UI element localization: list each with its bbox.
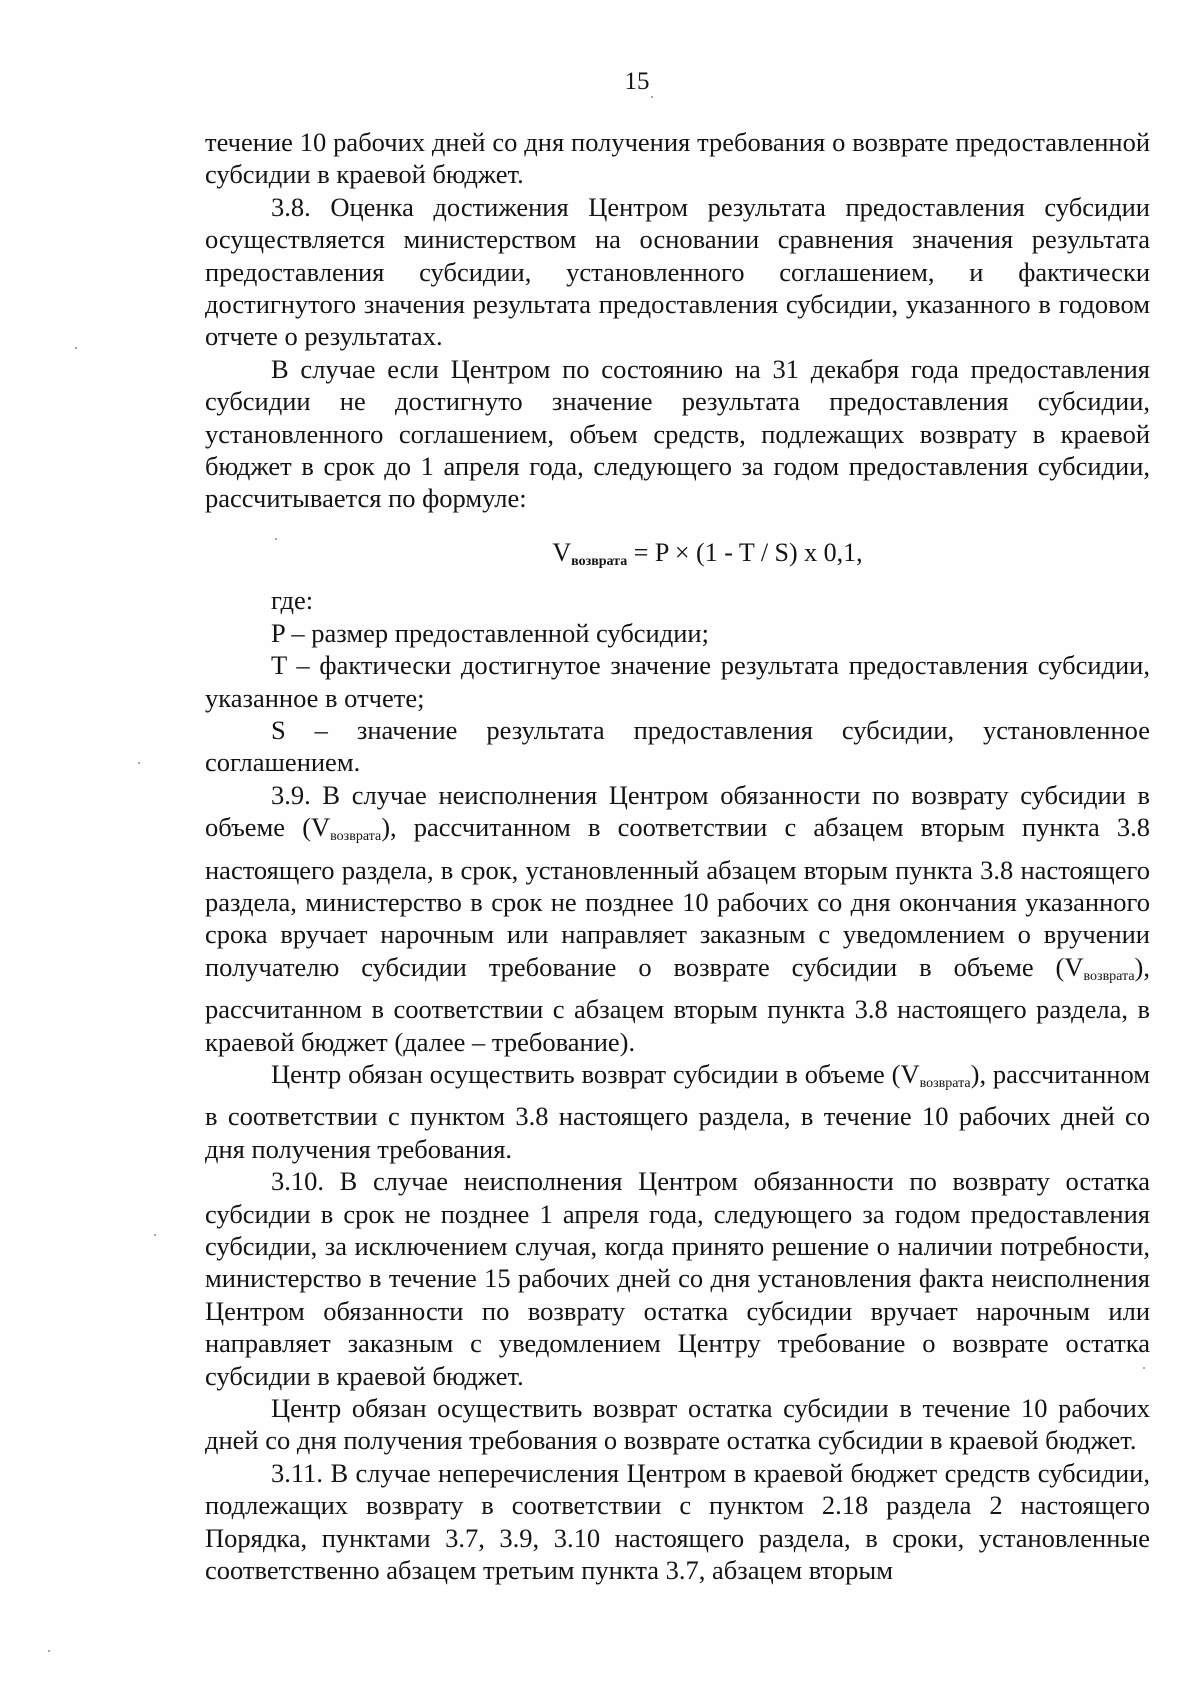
paragraph-3-9-part-a: 3.9. В случае неисполнения Центром обязанности по возврату субсидии в объеме (V — [205, 779, 1150, 843]
formula-expression: = P × (1 - T / S) x 0,1, — [627, 537, 863, 567]
scan-speck — [138, 762, 140, 764]
paragraph-3-9 — [205, 779, 1150, 1058]
scan-speck — [1143, 1367, 1145, 1369]
scan-speck — [651, 96, 653, 98]
formula-variable: V — [552, 537, 572, 567]
paragraph-3-9-second-part-b: ), рассчитанном в соответствии с пунктом 3.8 настоящего раздела, в течение 10 рабочих дней со дня получения требования. — [205, 1058, 1150, 1164]
scan-speck — [154, 1234, 156, 1236]
paragraph-3-10: 3.10. В случае неисполнения Центром обязанности по возврату остатка субсидии в срок не позднее 1 апреля года, следующего за годом предоставления субсидии, за исключением случая, когда принято решение о наличии потребности, министерство в течение 15 рабочих дней со дня установления факта неисполнения Центром обязанности по возврату остатка субсидии вручает нарочным или направляет заказным с уведомлением Центру требование о возврате остатка субсидии в краевой бюджет. — [205, 1166, 1150, 1391]
definition-s: S – значение результата предоставления субсидии, установленное соглашением. — [205, 714, 1150, 778]
subscript-vozvrata: возврата — [1083, 968, 1135, 984]
scan-speck — [48, 1650, 50, 1652]
paragraph-3-9-part-b: ), рассчитанном в соответствии с абзацем вторым пункта 3.8 настоящего раздела, в срок, установленный абзацем вторым пункта 3.8 настоящего раздела, министерство в срок не позднее 10 рабочих со дня окончания указанного срока вручает нарочным или направляет заказным с уведомлением о вручении получателю субсидии требование о возврате субсидии в объеме (V — [205, 812, 1150, 982]
document-body — [205, 126, 1150, 1586]
paragraph-3-9-second — [205, 1058, 1150, 1165]
definition-t: T – фактически достигнутое значение результата предоставления субсидии, указанное в отчете; — [205, 650, 1150, 713]
paragraph-3-8-second: В случае если Центром по состоянию на 31 декабря года предоставления субсидии не достигнуто значение результата предоставления субсидии, установленного соглашением, объем средств, подлежащих возврату в краевой бюджет в срок до 1 апреля года, следующего за годом предоставления субсидии, рассчитывается по формуле: — [205, 353, 1150, 514]
paragraph-3-9-part-c: ), рассчитанном в соответствии с абзацем вторым пункта 3.8 настоящего раздела, в краевой бюджет (далее – требование). — [205, 951, 1150, 1057]
definition-p: P – размер предоставленной субсидии; — [271, 617, 709, 648]
return-formula — [205, 537, 1150, 578]
subscript-vozvrata: возврата — [330, 829, 382, 845]
scan-speck — [275, 538, 277, 540]
formula-subscript: возврата — [571, 553, 628, 569]
subscript-vozvrata: возврата — [919, 1075, 971, 1091]
paragraph-continuation: течение 10 рабочих дней со дня получения требования о возврате предоставленной субсидии в краевой бюджет. — [205, 127, 1150, 190]
page-number: 15 — [624, 68, 650, 95]
scan-speck — [75, 347, 77, 349]
paragraph-3-9-second-part-a: Центр обязан осуществить возврат субсидии в объеме (V — [271, 1058, 920, 1089]
paragraph-3-8: 3.8. Оценка достижения Центром результата предоставления субсидии осуществляется министерством на основании сравнения значения результата предоставления субсидии, установленного соглашением, и фактически достигнутого значения результата предоставления субсидии, указанного в годовом отчете о результатах. — [205, 191, 1150, 352]
paragraph-3-10-second: Центр обязан осуществить возврат остатка субсидии в течение 10 рабочих дней со дня получения требования о возврате остатка субсидии в краевой бюджет. — [205, 1393, 1150, 1456]
formula-where: где: — [271, 585, 314, 616]
paragraph-3-11: 3.11. В случае неперечисления Центром в краевой бюджет средств субсидии, подлежащих возврату в соответствии с пунктом 2.18 раздела 2 настоящего Порядка, пунктами 3.7, 3.9, 3.10 настоящего раздела, в сроки, установленные соответственно абзацем третьим пункта 3.7, абзацем вторым — [205, 1457, 1150, 1586]
